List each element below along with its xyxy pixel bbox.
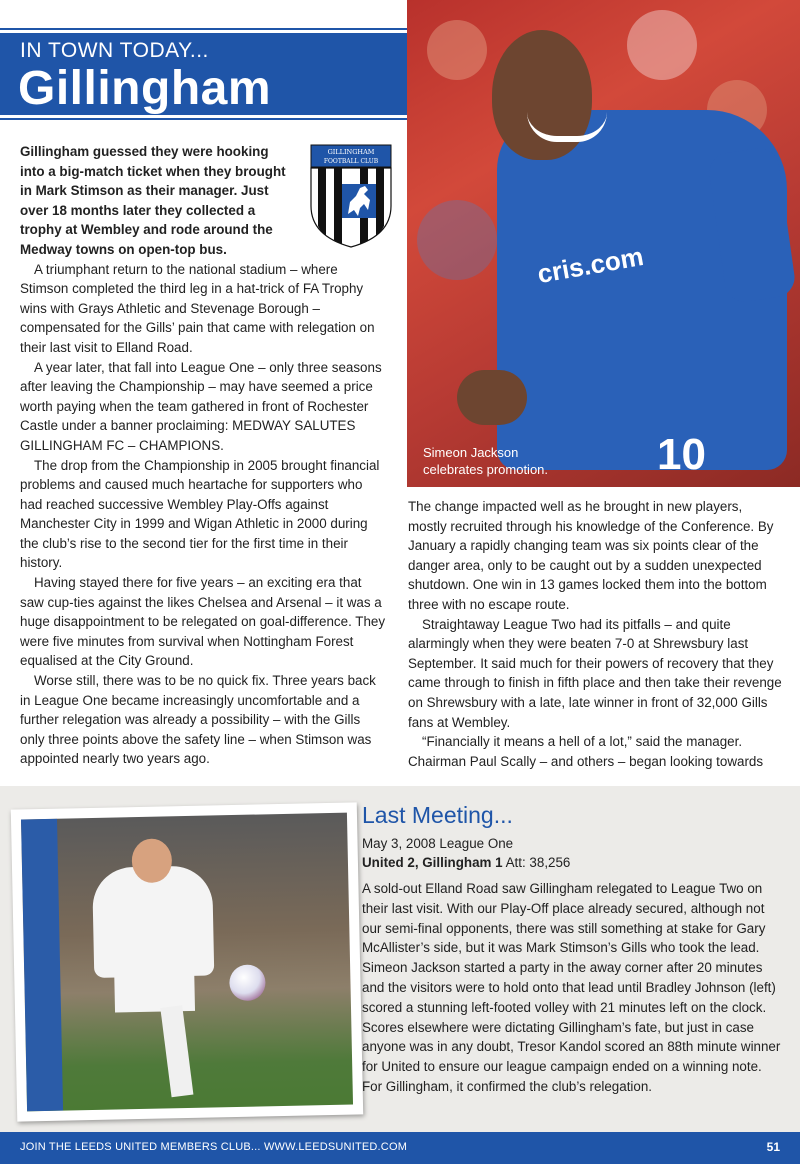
article-paragraph: “Financially it means a hell of a lot,” said the manager. Chairman Paul Scally – and others – began looking towards bbox=[408, 734, 764, 769]
lead-line: in Mark Stimson as their manager. Just bbox=[20, 183, 269, 199]
player-shorts bbox=[114, 966, 195, 1013]
last-meeting-title: Last Meeting... bbox=[362, 802, 513, 828]
page-footer bbox=[0, 1132, 800, 1164]
shirt-sponsor: cris.com bbox=[535, 240, 646, 290]
photo-caption bbox=[423, 444, 548, 478]
article-right-column bbox=[408, 497, 782, 771]
opponent-figure bbox=[21, 819, 63, 1112]
match-attendance: Att: 38,256 bbox=[505, 855, 571, 870]
match-score: United 2, Gillingham 1 bbox=[362, 855, 503, 870]
page-number: 51 bbox=[766, 1140, 780, 1154]
article-paragraph: The drop from the Championship in 2005 brought financial problems and caused much heartache for supporters who had reached successive Wembley Play-Offs against Manchester City in 1999 and Wigan Athletic in 2000 during the club’s rise to the second tier for the first time in their history. bbox=[20, 457, 380, 571]
article-paragraph: The change impacted well as he brought in new players, mostly recruited through his knowledge of the Conference. By January a rapidly changing team was six points clear of the danger area, only to be caught out by a sudden unexpected shutdown. One win in 13 games locked them into the bottom three with no escape route. bbox=[408, 499, 774, 612]
main-photo bbox=[407, 0, 800, 487]
lead-line: over 18 months later they collected a bbox=[20, 202, 256, 218]
article-lead bbox=[20, 142, 296, 260]
crest-text: GILLINGHAM bbox=[327, 148, 375, 156]
lead-line: Medway towns on open-top bus. bbox=[20, 241, 227, 257]
last-meeting-body: A sold-out Elland Road saw Gillingham relegated to League Two on their last visit. With our Play-Off place already secured, although not our semi-final opponents, there was still something at stake for Gary McAllister’s side, but it was Mark Stimson’s Gills who took the lead. Simeon Jackson started a party in the away corner after 20 minutes and the visitors were to hold onto that lead until Bradley Johnson (left) scored a stunning left-footed volley with 21 minutes left on the clock. Scores elsewhere were dictating Gillingham’s fate, but just in case anyone was in any doubt, Tresor Kandol scored an 88th minute winner for United to ensure our league campaign ended on a winning note. For Gillingham, it confirmed the club’s relegation. bbox=[362, 881, 781, 1094]
last-meeting-result bbox=[362, 855, 570, 870]
caption-line: Simeon Jackson bbox=[423, 445, 519, 460]
last-meeting-date: May 3, 2008 League One bbox=[362, 836, 514, 851]
lead-line: into a big-match ticket when they brought bbox=[20, 163, 286, 179]
lead-line: Gillingham guessed they were hooking bbox=[20, 144, 269, 159]
article-paragraph: A year later, that fall into League One – only three seasons after leaving the Championship – may have seemed a price worth paying when the team gathered in front of Rochester Castle under a banner proclaiming: MEDWAY SALUTES GILLINGHAM FC – CHAMPIONS. bbox=[20, 359, 382, 453]
lead-line: trophy at Wembley and rode around the bbox=[20, 222, 273, 238]
player-fist bbox=[457, 370, 527, 425]
article-paragraph: Worse still, there was to be no quick fix. Three years back in League One became increasingly uncomfortable and a further relegation was already a possibility – with the Gills only three points above the safety line – when Stimson was appointed nearly two years ago. bbox=[20, 673, 376, 767]
page-title: Gillingham bbox=[18, 62, 272, 115]
player-leg bbox=[160, 1005, 193, 1097]
caption-line: celebrates promotion. bbox=[423, 462, 549, 477]
article-paragraph: Having stayed there for five years – an exciting era that saw cup-ties against the likes Chelsea and Arsenal – it was a huge disappointment to be relegated on goal-difference. They were five minutes from survival when Nottingham Forest equalised at the City Ground. bbox=[20, 575, 386, 669]
section-header bbox=[0, 30, 440, 118]
footer-text: JOIN THE LEEDS UNITED MEMBERS CLUB... WWW.LEEDSUNITED.COM bbox=[20, 1141, 408, 1153]
article-paragraph: Straightaway League Two had its pitfalls – and quite alarmingly when they were beaten 7-0 at Shrewsbury last September. It said much for their powers of recovery that they came through to finish in fifth place and then take their revenge on Shrewsbury with a late, late winner in front of 32,000 Gills fans at Wembley. bbox=[408, 616, 782, 730]
header-kicker: IN TOWN TODAY... bbox=[20, 39, 209, 62]
football-icon bbox=[229, 964, 266, 1001]
article-left-column bbox=[20, 142, 388, 769]
crest-text: FOOTBALL CLUB bbox=[323, 158, 379, 165]
article-paragraph: A triumphant return to the national stadium – where Stimson completed the third leg in a hat-trick of FA Trophy wins with Grays Athletic and Stevenage Borough – compensated for the Gills’ pain that came with relegation on their last visit to Elland Road. bbox=[20, 261, 375, 355]
shirt-number: 10 bbox=[657, 430, 706, 479]
match-photo-image bbox=[21, 813, 353, 1112]
match-photo bbox=[11, 802, 363, 1121]
